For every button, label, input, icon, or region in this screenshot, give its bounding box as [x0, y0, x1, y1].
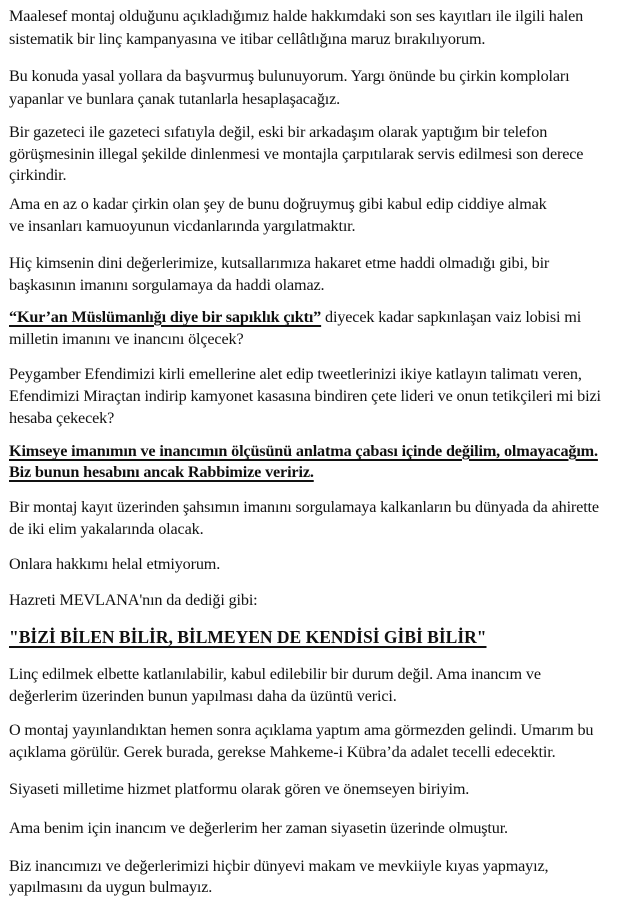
- paragraph-14-line-1: O montaj yayınlandıktan hemen sonra açıklama yaptım ama görmezden gelindi. Umarım bu: [9, 721, 594, 739]
- paragraph-4-line-1: Ama en az o kadar çirkin olan şey de bunu doğruymuş gibi kabul edip ciddiye almak: [9, 195, 547, 213]
- paragraph-2-line-1: Bu konuda yasal yollara da başvurmuş bulunuyorum. Yargı önünde bu çirkin komploları: [9, 67, 570, 85]
- paragraph-6-line-1: [9, 307, 581, 327]
- paragraph-2-line-2: yapanlar ve bunlara çanak tutanlarla hesaplaşacağız.: [9, 90, 341, 108]
- paragraph-9-line-1: Bir montaj kayıt üzerinden şahsımın imanını sorgulamaya kalkanların bu dünyada da ahirette: [9, 498, 599, 516]
- paragraph-13-line-1: Linç edilmek elbette katlanılabilir, kabul edilebilir bir durum değil. Ama inancım ve: [9, 665, 541, 683]
- paragraph-9-line-2: de iki elim yakalarında olacak.: [9, 520, 204, 538]
- quoted-claim: “Kur’an Müslümanlığı diye bir sapıklık çıktı”: [9, 308, 322, 326]
- paragraph-7-line-1: Peygamber Efendimizi kirli emellerine alet edip tweetlerinizi ikiye katlayın talimatı veren,: [9, 365, 582, 383]
- emphasis-line-1: Kimseye imanımın ve inancımın ölçüsünü anlatma çabası içinde değilim, olmayacağım.: [9, 442, 598, 460]
- paragraph-15-line-1: Siyaseti milletime hizmet platformu olarak gören ve önemseyen biriyim.: [9, 780, 470, 798]
- paragraph-11-line-1: Hazreti MEVLANA'nın da dediği gibi:: [9, 591, 258, 609]
- paragraph-10-line-1: Onlara hakkımı helal etmiyorum.: [9, 555, 221, 573]
- paragraph-7-line-3: hesaba çekecek?: [9, 409, 115, 427]
- paragraph-5-line-1: Hiç kimsenin dini değerlerimize, kutsallarımıza hakaret etme haddi olmadığı gibi, bir: [9, 254, 550, 272]
- paragraph-6-line-2: milletin imanını ve inancını ölçecek?: [9, 330, 244, 348]
- paragraph-7-line-2: Efendimizi Miraçtan indirip kamyonet kasasına bindiren çete lideri ve onun tetikçileri mi bizi: [9, 387, 601, 405]
- emphasis-line-2: Biz bunun hesabını ancak Rabbimize veririz.: [9, 463, 314, 481]
- paragraph-3-line-3: çirkindir.: [9, 166, 67, 184]
- paragraph-4-line-2: ve insanları kamuoyunun vicdanlarında yargılatmaktır.: [9, 217, 356, 235]
- paragraph-1-line-1: Maalesef montaj olduğunu açıkladığımız halde hakkımdaki son ses kayıtları ile ilgili halen: [9, 7, 584, 25]
- paragraph-17-line-1: Biz inancımızı ve değerlerimizi hiçbir dünyevi makam ve mevkiiyle kıyas yapmayız,: [9, 857, 549, 875]
- paragraph-14-line-2: açıklama görülür. Gerek burada, gerekse Mahkeme-i Kübra’da adalet tecelli edecektir.: [9, 743, 556, 761]
- paragraph-17-line-2: yapılmasını da uygun bulmayız.: [9, 878, 213, 896]
- paragraph-5-line-2: başkasının imanını sorgulamaya da haddi olamaz.: [9, 276, 325, 294]
- paragraph-16-line-1: Ama benim için inancım ve değerlerim her zaman siyasetin üzerinde olmuştur.: [9, 819, 508, 837]
- paragraph-3-line-1: Bir gazeteci ile gazeteci sıfatıyla değil, eski bir arkadaşım olarak yaptığım bir telefon: [9, 123, 548, 141]
- paragraph-1-line-2: sistematik bir linç kampanyasına ve itibar cellâtlığına maruz bırakılıyorum.: [9, 30, 486, 48]
- paragraph-3-line-2: görüşmesinin illegal şekilde dinlenmesi ve montajla çarpıtılarak servis edilmesi son derece: [9, 145, 584, 163]
- paragraph-6-line-1-rest: diyecek kadar sapkınlaşan vaiz lobisi mi: [321, 308, 582, 326]
- paragraph-13-line-2: değerlerim üzerinden bunun yapılması daha da üzüntü verici.: [9, 687, 397, 705]
- mevlana-quote: "BİZİ BİLEN BİLİR, BİLMEYEN DE KENDİSİ GİBİ BİLİR": [9, 627, 487, 647]
